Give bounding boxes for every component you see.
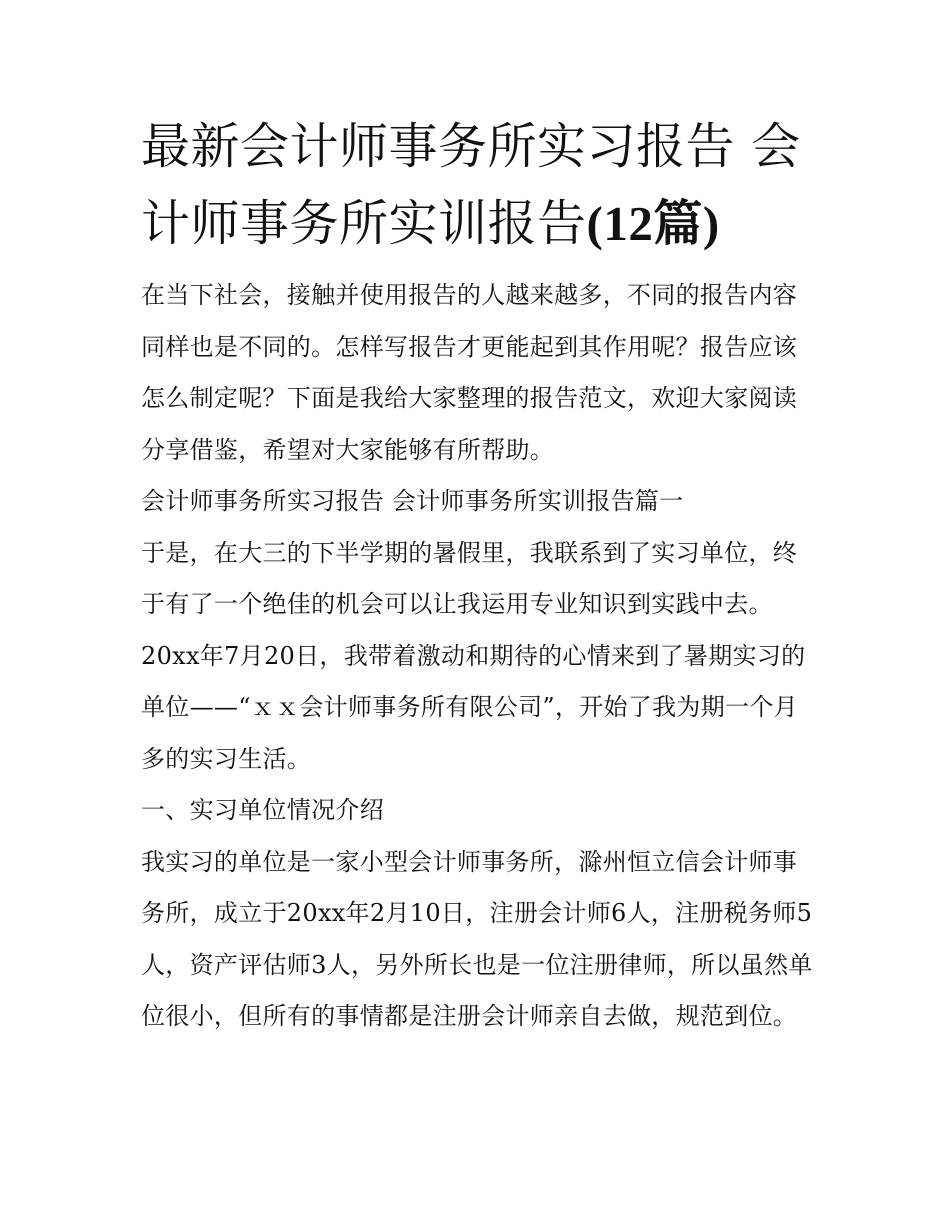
body-paragraph: 于是，在大三的下半学期的暑假里，我联系到了实习单位，终于有了一个绝佳的机会可以让我运用专业知识到实践中去。20xx年7月20日，我带着激动和期待的心情来到了暑期实习的单位——“ｘｘ会计师事务所有限公司”，开始了我为期一个月多的实习生活。	[141, 538, 806, 773]
document-title	[141, 108, 813, 262]
subsection-heading: 一、实习单位情况介绍	[141, 796, 384, 824]
section-heading: 会计师事务所实习报告 会计师事务所实训报告篇一	[141, 487, 684, 515]
title-count-text: (12篇)	[586, 196, 720, 251]
body-paragraph: 我实习的单位是一家小型会计师事务所，滁州恒立信会计师事务所，成立于20xx年2月10日，注册会计师6人，注册税务师5人，资产评估师3人，另外所长也是一位注册律师，所以虽然单位很小，但所有的事情都是注册会计师亲自去做，规范到位。	[141, 847, 813, 1030]
title-main-text: 最新会计师事务所实习报告 会计师事务所实训报告	[141, 118, 801, 252]
document-page	[141, 108, 813, 1043]
intro-paragraph: 在当下社会，接触并使用报告的人越来越多，不同的报告内容同样也是不同的。怎样写报告才更能起到其作用呢？报告应该怎么制定呢？下面是我给大家整理的报告范文，欢迎大家阅读分享借鉴，希望对大家能够有所帮助。	[141, 281, 798, 464]
